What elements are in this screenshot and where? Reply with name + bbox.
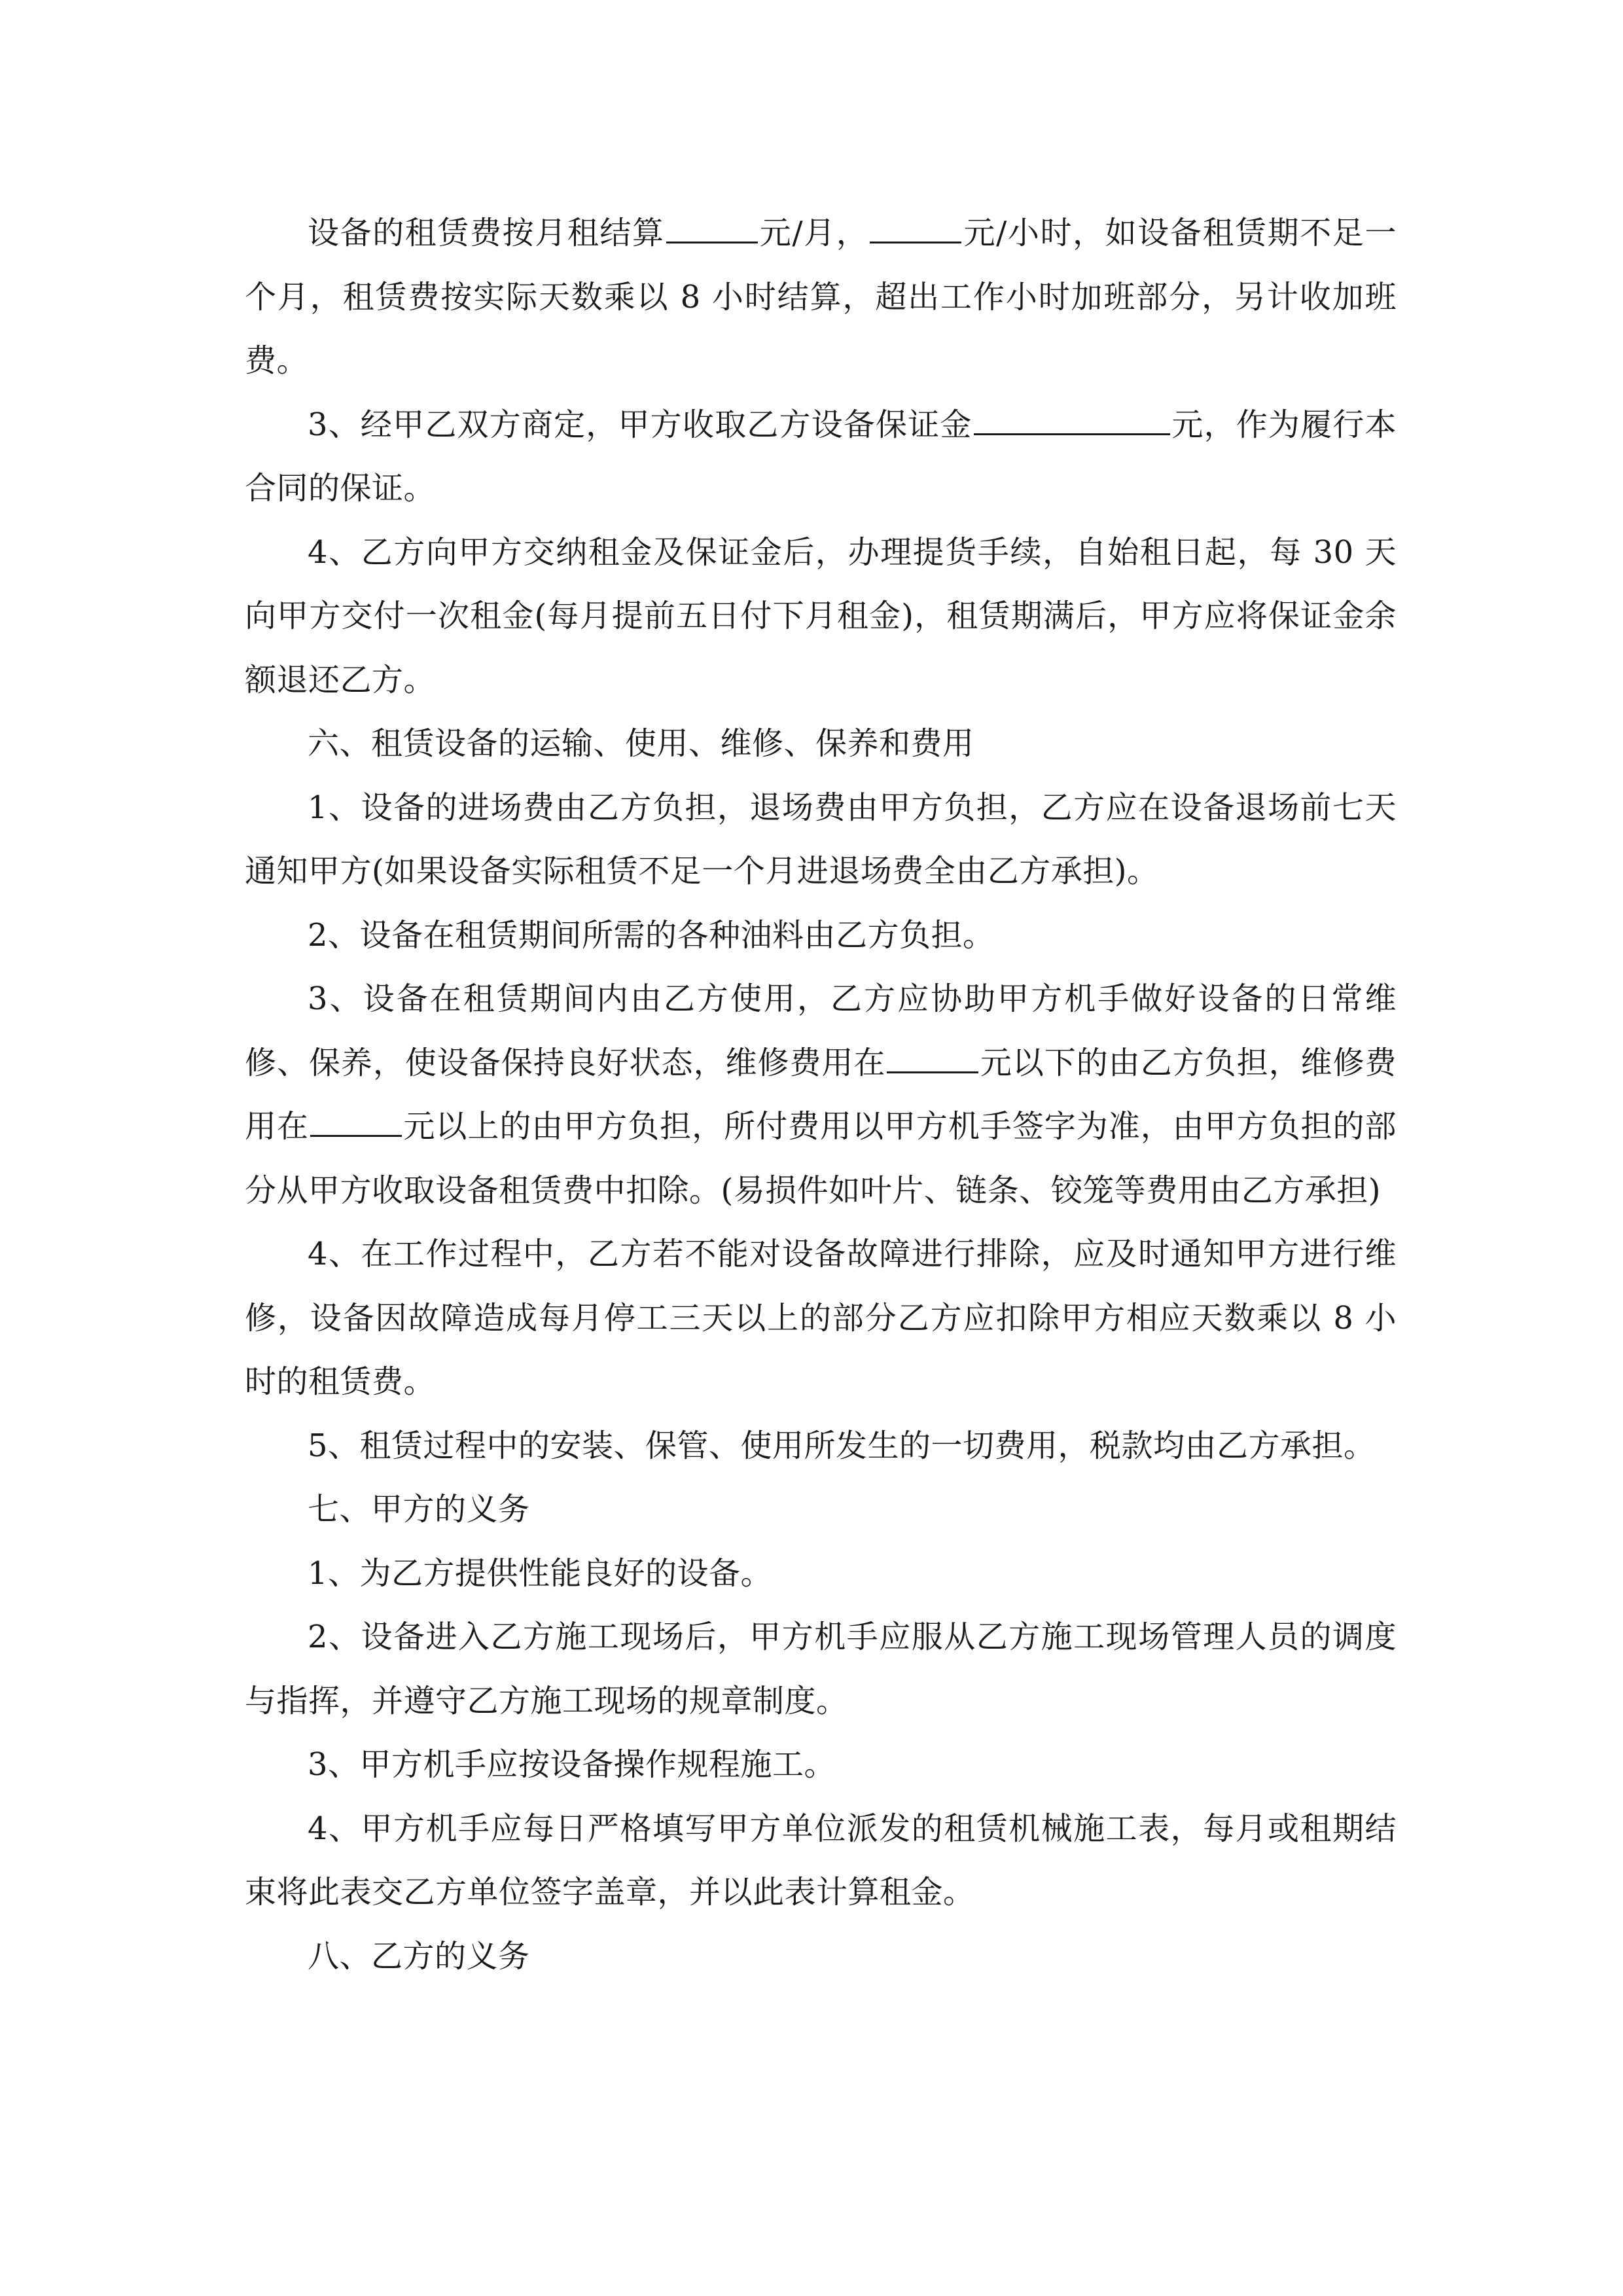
paragraph bbox=[245, 904, 1397, 968]
paragraph-text: 六、租赁设备的运输、使用、维修、保养和费用 bbox=[308, 725, 974, 762]
paragraph-text: 七、甲方的义务 bbox=[308, 1491, 530, 1528]
paragraph-text: 3、设备在租赁期间内由乙方使用，乙方应协助甲方机手做好设备的日常维修、保养，使设备保持良好状态，维修费用在 bbox=[245, 980, 1397, 1081]
paragraph-text: 设备的租赁费按月租结算 bbox=[308, 215, 665, 251]
paragraph-text: 2、设备在租赁期间所需的各种油料由乙方负担。 bbox=[308, 916, 995, 954]
paragraph-text: 1、设备的进场费由乙方负担，退场费由甲方负担，乙方应在设备退场前七天通知甲方(如果设备实际租赁不足一个月进退场费全由乙方承担)。 bbox=[245, 789, 1397, 889]
paragraph bbox=[245, 1925, 1397, 1989]
paragraph-text: 3、经甲乙双方商定，甲方收取乙方设备保证金 bbox=[308, 406, 972, 443]
paragraph bbox=[245, 1605, 1397, 1733]
fill-in-blank bbox=[310, 1105, 402, 1137]
paragraph-text: 3、甲方机手应按设备操作规程施工。 bbox=[308, 1746, 836, 1783]
paragraph bbox=[245, 1797, 1397, 1925]
paragraph-text: 5、租赁过程中的安装、保管、使用所发生的一切费用，税款均由乙方承担。 bbox=[308, 1427, 1376, 1464]
paragraph bbox=[245, 521, 1397, 713]
paragraph-text: 4、在工作过程中，乙方若不能对设备故障进行排除，应及时通知甲方进行维修，设备因故障造成每月停工三天以上的部分乙方应扣除甲方相应天数乘以 8 小时的租赁费。 bbox=[245, 1236, 1397, 1400]
fill-in-blank bbox=[870, 211, 961, 243]
paragraph bbox=[245, 1542, 1397, 1606]
paragraph bbox=[245, 712, 1397, 776]
paragraph-text: 元/月， bbox=[758, 215, 869, 251]
document-body bbox=[245, 202, 1397, 1988]
paragraph-text: 元，作为履行本合同的保证。 bbox=[245, 406, 1397, 507]
paragraph bbox=[245, 1223, 1397, 1414]
fill-in-blank bbox=[887, 1041, 978, 1073]
paragraph bbox=[245, 967, 1397, 1223]
paragraph bbox=[245, 1478, 1397, 1542]
paragraph-text: 元以上的由甲方负担，所付费用以甲方机手签字为准，由甲方负担的部分从甲方收取设备租赁费中扣除。(易损件如叶片、链条、铰笼等费用由乙方承担) bbox=[245, 1108, 1397, 1209]
paragraph-text: 1、为乙方提供性能良好的设备。 bbox=[308, 1554, 773, 1592]
fill-in-blank bbox=[666, 211, 758, 243]
paragraph-text: 4、甲方机手应每日严格填写甲方单位派发的租赁机械施工表，每月或租期结束将此表交乙方单位签字盖章，并以此表计算租金。 bbox=[245, 1810, 1397, 1910]
paragraph-text: 八、乙方的义务 bbox=[308, 1937, 530, 1975]
paragraph-text: 4、乙方向甲方交纳租金及保证金后，办理提货手续，自始租日起，每 30 天向甲方交付一次租金(每月提前五日付下月租金)，租赁期满后，甲方应将保证金余额退还乙方。 bbox=[245, 533, 1397, 698]
paragraph bbox=[245, 393, 1397, 521]
fill-in-blank bbox=[974, 403, 1170, 435]
paragraph-text: 元以下的由乙方负担，维修费用在 bbox=[245, 1044, 1397, 1145]
paragraph bbox=[245, 1733, 1397, 1797]
paragraph bbox=[245, 202, 1397, 393]
paragraph-text: 2、设备进入乙方施工现场后，甲方机手应服从乙方施工现场管理人员的调度与指挥，并遵守乙方施工现场的规章制度。 bbox=[245, 1619, 1397, 1719]
paragraph bbox=[245, 1414, 1397, 1479]
paragraph-text: 元/小时，如设备租赁期不足一个月，租赁费按实际天数乘以 8 小时结算，超出工作小时加班部分，另计收加班费。 bbox=[245, 215, 1397, 379]
paragraph bbox=[245, 776, 1397, 904]
